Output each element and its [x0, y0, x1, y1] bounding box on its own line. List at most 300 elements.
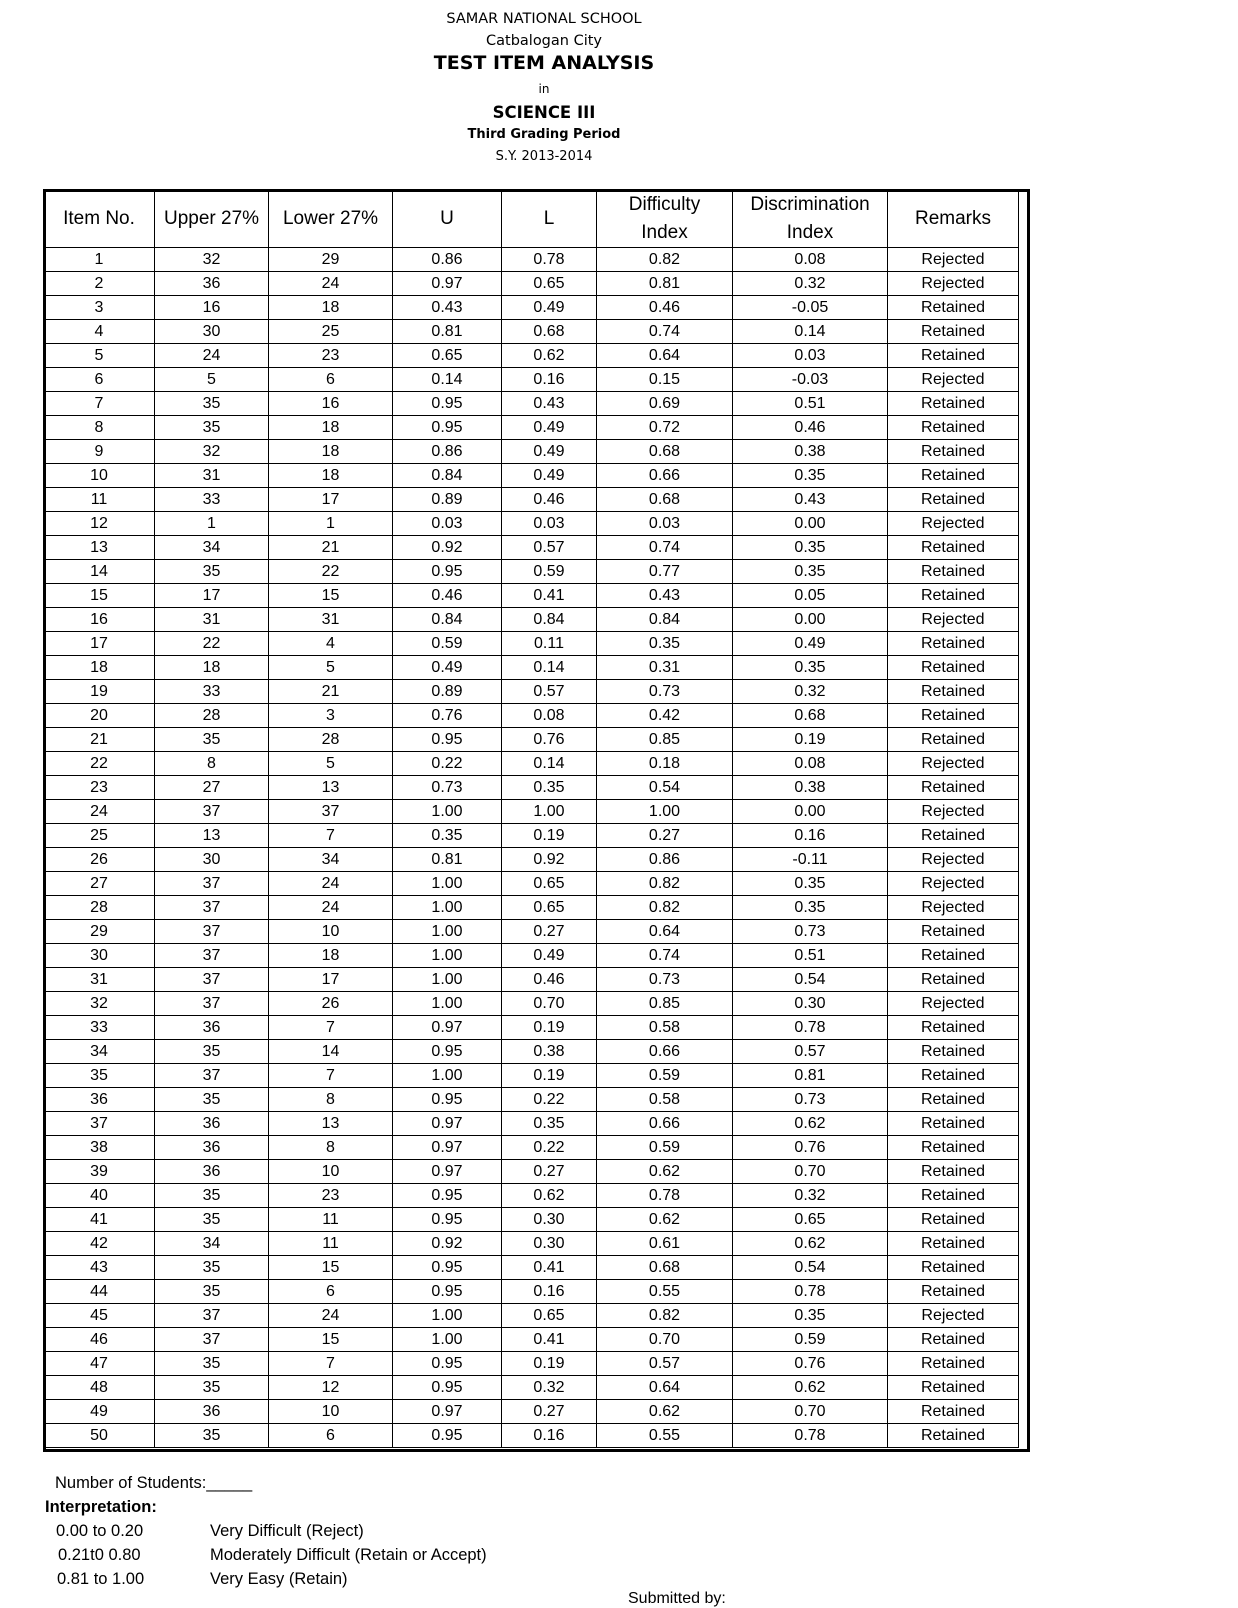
- cell-lower: 21: [269, 536, 393, 560]
- cell-difficulty: 0.68: [597, 440, 733, 464]
- cell-discrimination: 0.54: [733, 968, 888, 992]
- cell-difficulty: 0.73: [597, 680, 733, 704]
- cell-u: 0.92: [393, 536, 502, 560]
- cell-l: 0.59: [502, 560, 597, 584]
- cell-difficulty: 0.66: [597, 1040, 733, 1064]
- cell-lower: 18: [269, 440, 393, 464]
- cell-difficulty: 1.00: [597, 800, 733, 824]
- cell-u: 0.97: [393, 272, 502, 296]
- cell-difficulty: 0.64: [597, 344, 733, 368]
- table-row: [44, 1328, 1019, 1352]
- cell-lower: 23: [269, 1184, 393, 1208]
- cell-difficulty: 0.62: [597, 1160, 733, 1184]
- cell-upper: 22: [155, 632, 269, 656]
- cell-lower: 23: [269, 344, 393, 368]
- cell-l: 0.92: [502, 848, 597, 872]
- cell-lower: 10: [269, 920, 393, 944]
- cell-discrimination: 0.59: [733, 1328, 888, 1352]
- range-1: 0.00 to 0.20: [56, 1522, 144, 1540]
- cell-remarks: Retained: [888, 968, 1019, 992]
- cell-discrimination: 0.35: [733, 464, 888, 488]
- cell-discrimination: 0.38: [733, 776, 888, 800]
- cell-remarks: Rejected: [888, 872, 1019, 896]
- school-name: SAMAR NATIONAL SCHOOL: [446, 11, 642, 27]
- cell-remarks: Retained: [888, 416, 1019, 440]
- cell-discrimination: 0.35: [733, 656, 888, 680]
- cell-difficulty: 0.82: [597, 872, 733, 896]
- cell-item-no: 49: [44, 1400, 155, 1424]
- table-row: [44, 1016, 1019, 1040]
- cell-l: 0.03: [502, 512, 597, 536]
- cell-difficulty: 0.74: [597, 320, 733, 344]
- cell-difficulty: 0.55: [597, 1280, 733, 1304]
- cell-upper: 24: [155, 344, 269, 368]
- cell-upper: 17: [155, 584, 269, 608]
- cell-l: 0.32: [502, 1376, 597, 1400]
- cell-lower: 24: [269, 1304, 393, 1328]
- number-of-students: Number of Students:_____: [55, 1474, 253, 1492]
- cell-lower: 24: [269, 872, 393, 896]
- cell-upper: 35: [155, 1088, 269, 1112]
- table-row: [44, 464, 1019, 488]
- cell-lower: 28: [269, 728, 393, 752]
- cell-discrimination: 0.78: [733, 1280, 888, 1304]
- cell-u: 0.95: [393, 1352, 502, 1376]
- col-header-u: U: [393, 190, 502, 248]
- col-header-upper: Upper 27%: [155, 190, 269, 248]
- cell-lower: 17: [269, 968, 393, 992]
- cell-upper: 28: [155, 704, 269, 728]
- cell-discrimination: 0.00: [733, 800, 888, 824]
- cell-upper: 35: [155, 1040, 269, 1064]
- cell-upper: 35: [155, 392, 269, 416]
- cell-l: 0.43: [502, 392, 597, 416]
- cell-discrimination: 0.73: [733, 1088, 888, 1112]
- cell-remarks: Retained: [888, 704, 1019, 728]
- cell-lower: 26: [269, 992, 393, 1016]
- cell-lower: 6: [269, 1280, 393, 1304]
- cell-u: 0.46: [393, 584, 502, 608]
- cell-u: 0.14: [393, 368, 502, 392]
- cell-remarks: Rejected: [888, 272, 1019, 296]
- col-header-item-no: Item No.: [44, 190, 155, 248]
- cell-discrimination: 0.78: [733, 1016, 888, 1040]
- cell-difficulty: 0.74: [597, 536, 733, 560]
- cell-l: 0.11: [502, 632, 597, 656]
- table-row: [44, 296, 1019, 320]
- cell-lower: 13: [269, 776, 393, 800]
- range-2: 0.21t0 0.80: [58, 1546, 141, 1564]
- document-title: TEST ITEM ANALYSIS: [433, 52, 655, 74]
- cell-l: 0.35: [502, 1112, 597, 1136]
- cell-item-no: 50: [44, 1424, 155, 1448]
- cell-lower: 8: [269, 1136, 393, 1160]
- cell-upper: 36: [155, 1136, 269, 1160]
- table-row: [44, 1352, 1019, 1376]
- cell-item-no: 22: [44, 752, 155, 776]
- table-row: [44, 584, 1019, 608]
- cell-lower: 4: [269, 632, 393, 656]
- cell-difficulty: 0.81: [597, 272, 733, 296]
- cell-difficulty: 0.68: [597, 488, 733, 512]
- table-row: [44, 392, 1019, 416]
- cell-remarks: Retained: [888, 296, 1019, 320]
- cell-item-no: 14: [44, 560, 155, 584]
- cell-u: 0.95: [393, 1184, 502, 1208]
- cell-lower: 7: [269, 1064, 393, 1088]
- table-row: [44, 680, 1019, 704]
- cell-upper: 36: [155, 1400, 269, 1424]
- cell-discrimination: 0.30: [733, 992, 888, 1016]
- cell-item-no: 32: [44, 992, 155, 1016]
- cell-lower: 16: [269, 392, 393, 416]
- cell-lower: 14: [269, 1040, 393, 1064]
- city-name: Catbalogan City: [486, 33, 602, 49]
- cell-upper: 35: [155, 728, 269, 752]
- table-row: [44, 776, 1019, 800]
- cell-difficulty: 0.58: [597, 1088, 733, 1112]
- table-row: [44, 560, 1019, 584]
- cell-discrimination: 0.32: [733, 1184, 888, 1208]
- cell-remarks: Rejected: [888, 992, 1019, 1016]
- cell-remarks: Retained: [888, 1112, 1019, 1136]
- table-row: [44, 1064, 1019, 1088]
- cell-l: 0.65: [502, 896, 597, 920]
- table-row: [44, 1160, 1019, 1184]
- cell-discrimination: 0.43: [733, 488, 888, 512]
- cell-remarks: Retained: [888, 1280, 1019, 1304]
- cell-upper: 1: [155, 512, 269, 536]
- cell-difficulty: 0.35: [597, 632, 733, 656]
- table-row: [44, 1112, 1019, 1136]
- cell-discrimination: 0.35: [733, 536, 888, 560]
- cell-l: 0.57: [502, 536, 597, 560]
- cell-u: 1.00: [393, 872, 502, 896]
- cell-remarks: Rejected: [888, 248, 1019, 272]
- cell-discrimination: 0.62: [733, 1112, 888, 1136]
- cell-difficulty: 0.18: [597, 752, 733, 776]
- cell-l: 0.49: [502, 464, 597, 488]
- table-row: [44, 656, 1019, 680]
- cell-upper: 33: [155, 680, 269, 704]
- cell-discrimination: 0.76: [733, 1352, 888, 1376]
- cell-u: 0.95: [393, 1256, 502, 1280]
- table-row: [44, 872, 1019, 896]
- table-body: [44, 248, 1019, 1448]
- item-analysis-table: [43, 189, 1019, 1448]
- table-row: [44, 704, 1019, 728]
- cell-item-no: 24: [44, 800, 155, 824]
- cell-l: 0.22: [502, 1136, 597, 1160]
- cell-l: 0.49: [502, 944, 597, 968]
- cell-l: 0.38: [502, 1040, 597, 1064]
- cell-remarks: Retained: [888, 1064, 1019, 1088]
- cell-upper: 36: [155, 1160, 269, 1184]
- cell-remarks: Retained: [888, 1328, 1019, 1352]
- cell-remarks: Retained: [888, 728, 1019, 752]
- table-row: [44, 1184, 1019, 1208]
- cell-upper: 31: [155, 464, 269, 488]
- cell-item-no: 38: [44, 1136, 155, 1160]
- cell-u: 0.97: [393, 1160, 502, 1184]
- cell-item-no: 35: [44, 1064, 155, 1088]
- cell-remarks: Retained: [888, 1184, 1019, 1208]
- range-2-meaning: Moderately Difficult (Retain or Accept): [210, 1546, 487, 1564]
- cell-difficulty: 0.82: [597, 1304, 733, 1328]
- table-row: [44, 320, 1019, 344]
- cell-u: 0.92: [393, 1232, 502, 1256]
- cell-l: 0.46: [502, 968, 597, 992]
- cell-item-no: 11: [44, 488, 155, 512]
- table-row: [44, 1088, 1019, 1112]
- cell-upper: 37: [155, 920, 269, 944]
- table-row: [44, 488, 1019, 512]
- cell-remarks: Retained: [888, 536, 1019, 560]
- cell-difficulty: 0.42: [597, 704, 733, 728]
- cell-l: 0.62: [502, 344, 597, 368]
- cell-lower: 24: [269, 272, 393, 296]
- cell-difficulty: 0.15: [597, 368, 733, 392]
- cell-item-no: 12: [44, 512, 155, 536]
- cell-u: 0.97: [393, 1016, 502, 1040]
- cell-u: 0.95: [393, 416, 502, 440]
- cell-item-no: 3: [44, 296, 155, 320]
- cell-item-no: 33: [44, 1016, 155, 1040]
- cell-discrimination: 0.00: [733, 512, 888, 536]
- cell-upper: 8: [155, 752, 269, 776]
- cell-upper: 35: [155, 1352, 269, 1376]
- cell-u: 0.81: [393, 848, 502, 872]
- table-row: [44, 1376, 1019, 1400]
- cell-lower: 21: [269, 680, 393, 704]
- cell-lower: 34: [269, 848, 393, 872]
- cell-discrimination: 0.35: [733, 872, 888, 896]
- cell-difficulty: 0.61: [597, 1232, 733, 1256]
- cell-l: 0.65: [502, 1304, 597, 1328]
- cell-difficulty: 0.77: [597, 560, 733, 584]
- table-row: [44, 992, 1019, 1016]
- col-header-lower: Lower 27%: [269, 190, 393, 248]
- cell-u: 0.95: [393, 1040, 502, 1064]
- cell-difficulty: 0.73: [597, 968, 733, 992]
- col-header-discrimination: Discrimination Index: [733, 190, 888, 248]
- cell-item-no: 26: [44, 848, 155, 872]
- cell-upper: 37: [155, 944, 269, 968]
- cell-upper: 27: [155, 776, 269, 800]
- cell-item-no: 20: [44, 704, 155, 728]
- table-row: [44, 608, 1019, 632]
- cell-u: 1.00: [393, 920, 502, 944]
- cell-discrimination: 0.08: [733, 248, 888, 272]
- cell-remarks: Retained: [888, 464, 1019, 488]
- school-year: S.Y. 2013-2014: [495, 149, 593, 164]
- cell-upper: 36: [155, 1112, 269, 1136]
- cell-item-no: 41: [44, 1208, 155, 1232]
- cell-remarks: Retained: [888, 1424, 1019, 1448]
- cell-lower: 25: [269, 320, 393, 344]
- cell-u: 0.03: [393, 512, 502, 536]
- cell-u: 0.97: [393, 1112, 502, 1136]
- cell-discrimination: -0.03: [733, 368, 888, 392]
- cell-l: 0.30: [502, 1232, 597, 1256]
- cell-u: 1.00: [393, 944, 502, 968]
- cell-item-no: 27: [44, 872, 155, 896]
- cell-l: 0.27: [502, 1160, 597, 1184]
- cell-discrimination: -0.11: [733, 848, 888, 872]
- cell-discrimination: 0.05: [733, 584, 888, 608]
- cell-item-no: 17: [44, 632, 155, 656]
- table-row: [44, 416, 1019, 440]
- cell-lower: 37: [269, 800, 393, 824]
- cell-discrimination: 0.19: [733, 728, 888, 752]
- cell-l: 0.41: [502, 584, 597, 608]
- cell-discrimination: 0.73: [733, 920, 888, 944]
- cell-remarks: Rejected: [888, 608, 1019, 632]
- cell-discrimination: 0.51: [733, 944, 888, 968]
- cell-remarks: Rejected: [888, 752, 1019, 776]
- cell-difficulty: 0.55: [597, 1424, 733, 1448]
- cell-item-no: 46: [44, 1328, 155, 1352]
- table-row: [44, 824, 1019, 848]
- cell-upper: 35: [155, 1424, 269, 1448]
- cell-upper: 37: [155, 992, 269, 1016]
- cell-remarks: Retained: [888, 656, 1019, 680]
- cell-difficulty: 0.27: [597, 824, 733, 848]
- cell-item-no: 37: [44, 1112, 155, 1136]
- table-row: [44, 1232, 1019, 1256]
- cell-u: 0.95: [393, 728, 502, 752]
- cell-item-no: 48: [44, 1376, 155, 1400]
- cell-l: 0.62: [502, 1184, 597, 1208]
- cell-upper: 35: [155, 1208, 269, 1232]
- cell-item-no: 28: [44, 896, 155, 920]
- cell-u: 1.00: [393, 968, 502, 992]
- cell-l: 0.16: [502, 1424, 597, 1448]
- cell-lower: 1: [269, 512, 393, 536]
- cell-item-no: 8: [44, 416, 155, 440]
- cell-item-no: 9: [44, 440, 155, 464]
- range-3-meaning: Very Easy (Retain): [210, 1570, 348, 1588]
- table-row: [44, 248, 1019, 272]
- cell-item-no: 45: [44, 1304, 155, 1328]
- cell-difficulty: 0.70: [597, 1328, 733, 1352]
- cell-difficulty: 0.78: [597, 1184, 733, 1208]
- table-row: [44, 1208, 1019, 1232]
- cell-upper: 35: [155, 560, 269, 584]
- cell-lower: 6: [269, 368, 393, 392]
- cell-lower: 18: [269, 464, 393, 488]
- cell-difficulty: 0.57: [597, 1352, 733, 1376]
- cell-difficulty: 0.46: [597, 296, 733, 320]
- cell-u: 0.49: [393, 656, 502, 680]
- cell-remarks: Retained: [888, 1400, 1019, 1424]
- cell-item-no: 25: [44, 824, 155, 848]
- cell-u: 1.00: [393, 992, 502, 1016]
- cell-discrimination: -0.05: [733, 296, 888, 320]
- cell-l: 0.14: [502, 656, 597, 680]
- interpretation-label: Interpretation:: [45, 1498, 157, 1516]
- table-row: [44, 944, 1019, 968]
- cell-u: 1.00: [393, 1304, 502, 1328]
- cell-l: 0.19: [502, 1016, 597, 1040]
- cell-difficulty: 0.54: [597, 776, 733, 800]
- cell-l: 0.41: [502, 1256, 597, 1280]
- cell-difficulty: 0.58: [597, 1016, 733, 1040]
- cell-remarks: Retained: [888, 344, 1019, 368]
- cell-remarks: Retained: [888, 632, 1019, 656]
- cell-lower: 12: [269, 1376, 393, 1400]
- cell-u: 0.65: [393, 344, 502, 368]
- cell-lower: 6: [269, 1424, 393, 1448]
- cell-u: 0.84: [393, 464, 502, 488]
- cell-item-no: 18: [44, 656, 155, 680]
- cell-item-no: 30: [44, 944, 155, 968]
- cell-item-no: 42: [44, 1232, 155, 1256]
- cell-discrimination: 0.16: [733, 824, 888, 848]
- cell-l: 0.19: [502, 1352, 597, 1376]
- cell-remarks: Retained: [888, 1136, 1019, 1160]
- cell-u: 0.95: [393, 1088, 502, 1112]
- cell-item-no: 21: [44, 728, 155, 752]
- cell-u: 1.00: [393, 896, 502, 920]
- cell-remarks: Retained: [888, 1232, 1019, 1256]
- cell-upper: 37: [155, 1064, 269, 1088]
- cell-difficulty: 0.43: [597, 584, 733, 608]
- cell-u: 0.43: [393, 296, 502, 320]
- cell-difficulty: 0.64: [597, 920, 733, 944]
- cell-l: 0.16: [502, 368, 597, 392]
- cell-l: 0.35: [502, 776, 597, 800]
- cell-remarks: Retained: [888, 1160, 1019, 1184]
- cell-discrimination: 0.54: [733, 1256, 888, 1280]
- cell-difficulty: 0.64: [597, 1376, 733, 1400]
- cell-difficulty: 0.59: [597, 1136, 733, 1160]
- cell-item-no: 40: [44, 1184, 155, 1208]
- cell-l: 0.27: [502, 920, 597, 944]
- table-row: [44, 800, 1019, 824]
- cell-item-no: 23: [44, 776, 155, 800]
- cell-difficulty: 0.82: [597, 896, 733, 920]
- cell-discrimination: 0.68: [733, 704, 888, 728]
- cell-upper: 37: [155, 872, 269, 896]
- cell-remarks: Rejected: [888, 368, 1019, 392]
- cell-lower: 18: [269, 296, 393, 320]
- cell-item-no: 47: [44, 1352, 155, 1376]
- cell-u: 0.95: [393, 392, 502, 416]
- title-connector: in: [538, 82, 550, 96]
- table-header-row: [44, 190, 1019, 248]
- cell-u: 0.22: [393, 752, 502, 776]
- cell-remarks: Retained: [888, 320, 1019, 344]
- table-row: [44, 920, 1019, 944]
- cell-difficulty: 0.86: [597, 848, 733, 872]
- cell-upper: 35: [155, 1280, 269, 1304]
- cell-discrimination: 0.49: [733, 632, 888, 656]
- cell-upper: 31: [155, 608, 269, 632]
- table-row: [44, 848, 1019, 872]
- cell-lower: 7: [269, 1016, 393, 1040]
- cell-upper: 36: [155, 1016, 269, 1040]
- table-row: [44, 1424, 1019, 1448]
- cell-l: 0.30: [502, 1208, 597, 1232]
- cell-u: 0.97: [393, 1400, 502, 1424]
- cell-upper: 30: [155, 848, 269, 872]
- cell-lower: 7: [269, 1352, 393, 1376]
- cell-remarks: Retained: [888, 1208, 1019, 1232]
- table-row: [44, 1280, 1019, 1304]
- cell-discrimination: 0.62: [733, 1376, 888, 1400]
- table-row: [44, 1136, 1019, 1160]
